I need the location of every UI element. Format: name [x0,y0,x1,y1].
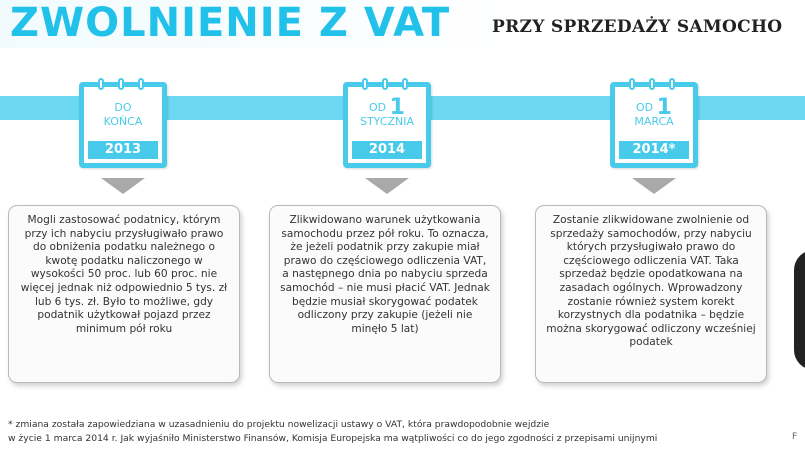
card-date-day: 1 [656,95,672,120]
calendar-ring-icon [362,78,368,90]
info-box-1 [8,205,240,383]
date-card-1 [79,82,167,168]
info-box-2 [269,205,501,383]
card-date-month: STYCZNIA [359,115,415,128]
footnote-line-2: w życie 1 marca 2014 r. Jak wyjaśniło Ministerstwo Finansów, Komisja Europejska ma wątpliwości co do jego zgodności z przepisami unijnymi [8,433,658,444]
calendar-ring-icon [118,78,124,90]
card-date-prefix: OD [369,101,387,114]
date-card-3 [610,82,698,168]
date-card-2 [343,82,431,168]
footnote-line-1: * zmiana została zapowiedziana w uzasadnieniu do projektu nowelizacji ustawy o VAT, która prawdopodobnie wejdzie [8,419,550,430]
card-date-label [348,95,426,129]
card-date-month: MARCA [634,115,674,128]
card-date-prefix: DO [114,101,132,114]
page-subtitle: PRZY SPRZEDAŻY SAMOCHO [492,17,783,37]
down-arrow-icon [365,178,409,194]
card-date-prefix: OD [636,101,654,114]
info-text: Zlikwidowano warunek użytkowania samochodu przez pół roku. To oznacza, że jeżeli podatnik przy zakupie miał prawo do częściowego odliczenia VAT, a następnego dnia po nabyciu sprzeda samochód – nie musi płacić VAT. Jednak będzie musiał skorygować podatek odliczony przy zakupie (jeżeli nie minęło 5 lat) [280,214,490,335]
info-box-3 [535,205,767,383]
down-arrow-icon [632,178,676,194]
down-arrow-icon [101,178,145,194]
info-text: Mogli zastosować podatnicy, którym przy ich nabyciu przysługiwało prawo do obniżenia podatku należnego o kwotę podatku naliczonego w wysokości 50 proc. lub 60 proc. nie więcej jednak niż odpowiednio 5 tys. zł lub 6 tys. zł. Było to możliwe, gdy podatnik użytkował pojazd przez minimum pół roku [20,214,228,335]
card-date-month: KOŃCA [103,115,143,128]
calendar-ring-icon [138,78,144,90]
calendar-ring-icon [649,78,655,90]
info-text: Zostanie zlikwidowane zwolnienie od sprzedaży samochodów, przy nabyciu których przysługiwało prawo do częściowego odliczenia VAT. Taka sprzedaż będzie opodatkowana na zasadach ogólnych. Wprowadzony zostanie również system korekt korzystnych dla podatnika – będzie można skorygować odliczony wcześniej podatek [546,214,756,349]
calendar-ring-icon [382,78,388,90]
calendar-ring-icon [98,78,104,90]
card-year: 2014 [352,141,422,159]
calendar-ring-icon [402,78,408,90]
calendar-ring-icon [669,78,675,90]
calendar-ring-icon [629,78,635,90]
car-wheel-icon [794,250,805,370]
card-year: 2013 [88,141,158,159]
card-year: 2014* [619,141,689,159]
header [0,0,805,48]
source-label: F [792,432,798,442]
footnote [8,418,798,446]
card-date-label [84,101,162,129]
card-date-day: 1 [389,95,405,120]
card-date-label [615,95,693,129]
page-title: ZWOLNIENIE Z VAT [10,0,451,46]
